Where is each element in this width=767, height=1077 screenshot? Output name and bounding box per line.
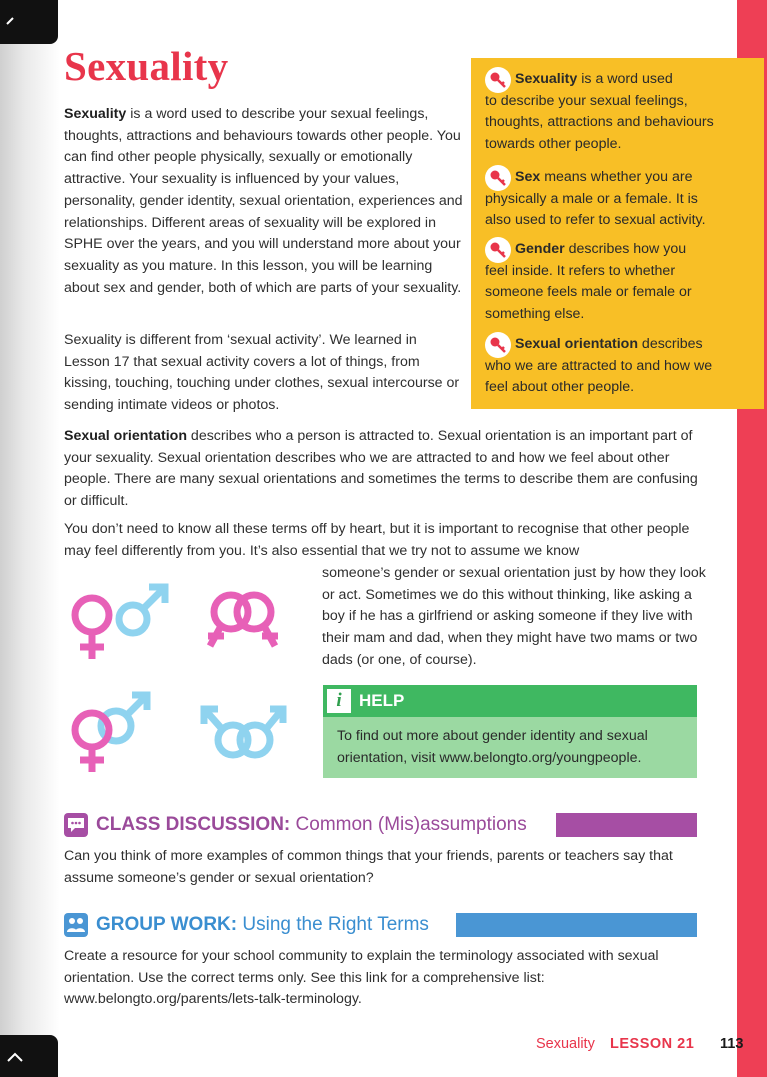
group-work-label-rest: Using the Right Terms (237, 914, 429, 935)
collapse-button[interactable] (0, 0, 58, 44)
class-discussion-text: Can you think of more examples of common things that your friends, parents or teachers say that assume someone’s gender or sexual orientation? (64, 848, 673, 886)
intro-paragraph (64, 104, 464, 299)
terms-paragraph: You don’t need to know all these terms off by heart, but it is important to recognise that other people may feel differently from you. It’s also essential that we try not to assume we know (64, 521, 690, 559)
keyterm-definition: to describe your sexual feelings, thoughts, attractions and behaviours towards other people. (485, 92, 714, 153)
key-terms-box (471, 58, 764, 409)
keyterm-title: Sexuality (515, 71, 578, 87)
class-discussion-label-bold: CLASS DISCUSSION: (96, 814, 291, 835)
group-work-heading (64, 912, 704, 938)
keyterm-gender (485, 239, 717, 326)
heading-accent-bar (556, 813, 697, 837)
orientation-text: describes who a person is attracted to. Sexual orientation is an important part of your sexuality. Sexual orientation describes who we are attracted to and how we feel about other people. There are many sexual orientations and sometimes the terms to describe them are confusing or difficult. (64, 428, 698, 510)
keyterm-title: Sexual orientation (515, 336, 638, 352)
keyterm-sex (485, 167, 717, 232)
chevron-up-icon (6, 1049, 24, 1063)
gay-symbol-icon (200, 700, 290, 770)
keyterm-sexual-orientation (485, 334, 717, 399)
group-work-label-bold: GROUP WORK: (96, 914, 238, 935)
female-male-symbol-icon (66, 575, 176, 665)
sexual-orientation-paragraph (64, 426, 714, 513)
keyterm-sexuality (485, 69, 717, 156)
group-work-label (96, 912, 429, 938)
group-people-icon (64, 913, 88, 937)
keyterm-lead: describes (637, 336, 703, 352)
keyterm-title: Sex (515, 169, 541, 185)
keyterm-definition: physically a male or a female. It is also used to refer to sexual activity. (485, 190, 706, 229)
keyterm-definition: feel inside. It refers to whether someone feels male or female or something else. (485, 262, 692, 323)
class-discussion-label (96, 812, 527, 838)
key-icon (485, 332, 511, 358)
terms-paragraph-continued: someone’s gender or sexual orientation just by how they look or act. Sometimes we do this without thinking, like asking a boy if he has a girlfriend or asking someone if they live with their mam and dad, when they might have two mams or two dads (or one, of course). (322, 565, 706, 668)
class-discussion-heading (64, 812, 704, 838)
footer-lesson-label: LESSON 21 (610, 1036, 695, 1052)
keyterm-title: Gender (515, 241, 565, 257)
page-gutter-shadow (0, 0, 60, 1077)
key-icon (485, 237, 511, 263)
keyterm-lead: describes how you (564, 241, 687, 257)
sexual-activity-paragraph: Sexuality is different from ‘sexual activity’. We learned in Lesson 17 that sexual activity covers a lot of things, from kissing, touching, touching under clothes, sexual intercourse or sending intimate videos or photos. (64, 332, 460, 414)
info-icon: i (327, 689, 351, 713)
help-title: HELP (359, 691, 405, 710)
intro-text: is a word used to describe your sexual feelings, thoughts, attractions and behaviours towards other people. You can find other people physically, sexually or emotionally attractive. Your sexuality is influenced by your values, personality, gender identity, sexual orientation, experiences and relationships. Different areas of sexuality will be explored in SPHE over the years, and you will understand more about your sexuality as you mature. In this lesson, you will be learning about sex and gender, both of which are parts of your sexuality. (64, 106, 463, 296)
heading-accent-bar (456, 913, 697, 937)
chevron-up-icon (6, 14, 20, 28)
footer-section-name: Sexuality (536, 1036, 595, 1052)
keyterm-lead: means whether you are (540, 169, 693, 185)
group-work-text: Create a resource for your school community to explain the terminology associated with sexual orientation. Use the correct terms only. See this link for a comprehensive list: www.belongto.org/parents/lets-talk-terminology. (64, 948, 659, 1008)
intro-term: Sexuality (64, 106, 127, 122)
help-box-text: To find out more about gender identity and sexual orientation, visit www.belongto.org/youngpeople. (323, 717, 697, 778)
keyterm-lead: is a word used (577, 71, 673, 87)
page-title: Sexuality (64, 43, 229, 89)
key-icon (485, 67, 511, 93)
transgender-symbol-icon (66, 688, 156, 776)
scroll-up-button[interactable] (0, 1035, 58, 1077)
keyterm-definition: who we are attracted to and how we feel about other people. (485, 357, 713, 396)
speech-bubble-icon (64, 813, 88, 837)
orientation-term: Sexual orientation (64, 428, 187, 444)
class-discussion-label-rest: Common (Mis)assumptions (290, 814, 527, 835)
help-box-header (323, 685, 697, 717)
page-number: 113 (720, 1036, 744, 1052)
lesbian-symbol-icon (204, 580, 284, 660)
key-icon (485, 165, 511, 191)
